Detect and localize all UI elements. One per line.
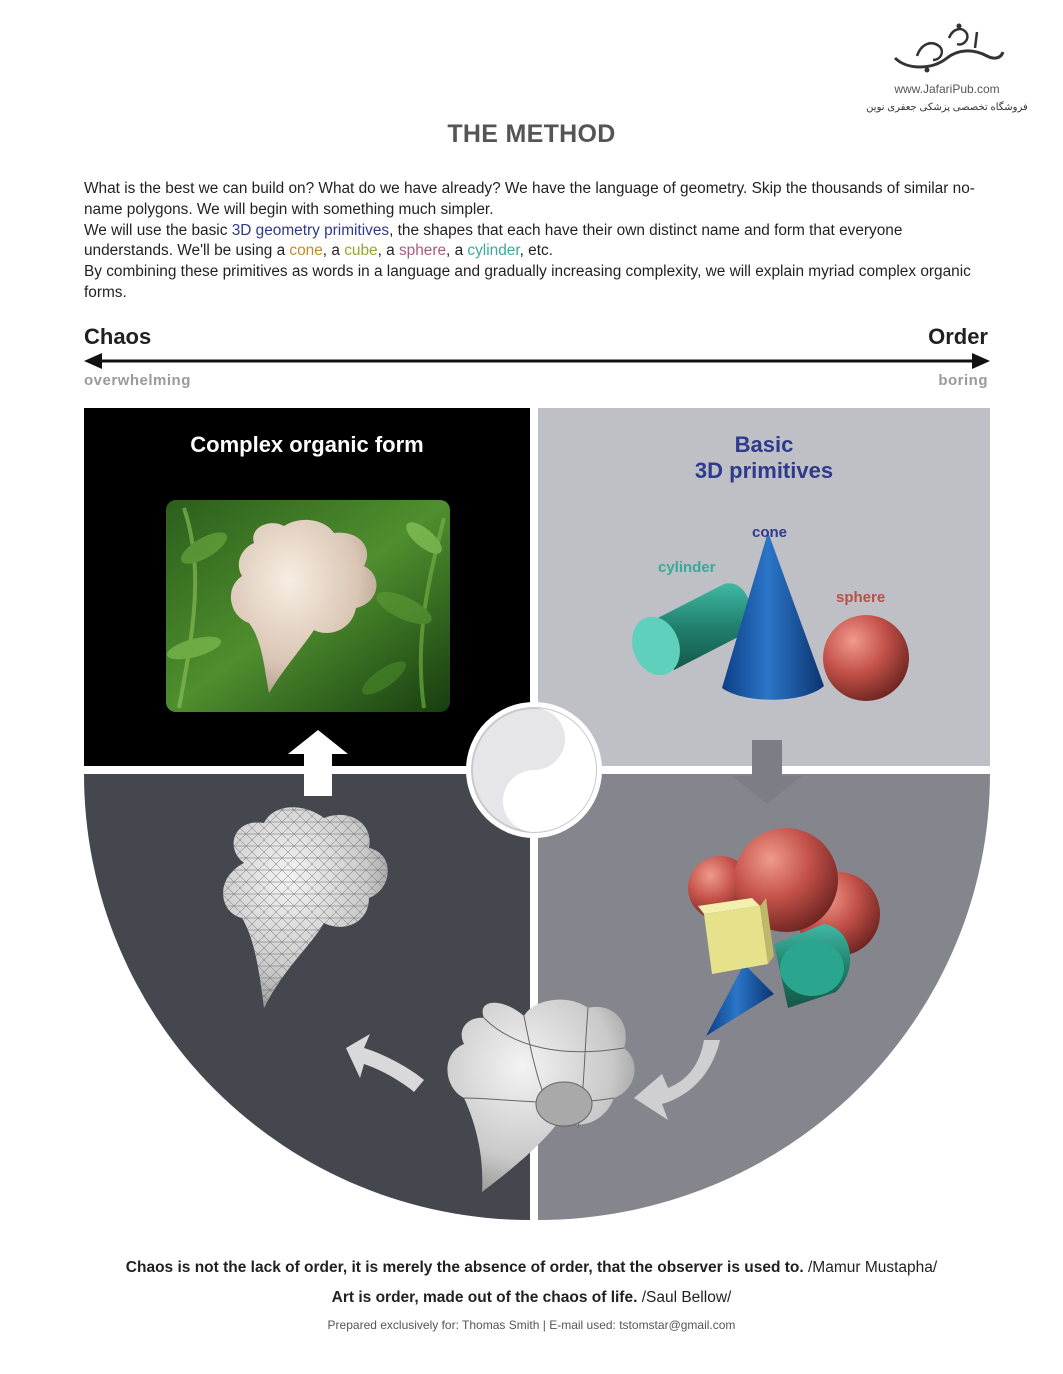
calligraphy-logo-icon <box>887 18 1007 80</box>
scale-label-chaos: Chaos <box>84 324 152 349</box>
quote-mustapha-author: /Mamur Mustapha/ <box>803 1259 938 1276</box>
quadrant-title-primitives <box>538 432 990 484</box>
quote-mustapha-text: Chaos is not the lack of order, it is merely the absence of order, that the observer is used to. <box>125 1259 804 1276</box>
word-cube: cube <box>344 242 378 260</box>
intro-text <box>84 179 984 304</box>
yin-yang-icon <box>466 702 602 838</box>
primitives-link: 3D geometry primitives <box>231 221 390 239</box>
quote-mustapha <box>0 1259 1063 1277</box>
label-sphere: sphere <box>836 589 886 606</box>
double-arrow-icon <box>84 352 990 370</box>
label-cylinder: cylinder <box>658 559 716 576</box>
quote-bellow-text: Art is order, made out of the chaos of life. <box>331 1289 638 1306</box>
logo-url: www.JafariPub.com <box>894 82 1000 96</box>
label-cone: cone <box>752 524 788 541</box>
organic-form-photo <box>165 500 450 712</box>
page-title: THE METHOD <box>447 120 616 148</box>
intro-line-2: We will use the basic 3D geometry primitives, the shapes that each have their own distinct name and form that everyone understands. We'll be using a cone, a cube, a sphere, a cylinder, etc. <box>84 221 903 260</box>
quadrant-title-complex-form: Complex organic form <box>190 432 424 457</box>
quadrant-title-primitives-line2: 3D primitives <box>694 458 834 483</box>
method-diagram <box>84 408 990 1220</box>
publisher-logo <box>862 18 1032 128</box>
intro-line-3: By combining these primitives as words in a language and gradually increasing complexity, we will explain myriad complex organic forms. <box>84 263 971 301</box>
word-cone: cone <box>289 242 323 260</box>
quadrant-title-primitives-line1: Basic <box>734 432 794 457</box>
quote-bellow <box>0 1289 1063 1307</box>
scale-label-order: Order <box>928 324 988 349</box>
diagram-graphic <box>84 408 990 1220</box>
scale-sub-boring: boring <box>938 372 988 389</box>
footer-prepared-for: Prepared exclusively for: Thomas Smith | E-mail used: tstomstar@gmail.com <box>327 1318 736 1332</box>
scale-sub-overwhelming: overwhelming <box>84 372 191 389</box>
word-cylinder: cylinder <box>467 242 520 260</box>
intro-line-1: What is the best we can build on? What do we have already? We have the language of geometry. Skip the thousands of similar no-name polygons. We will begin with something much simpler. <box>84 180 975 218</box>
word-sphere: sphere <box>398 242 447 260</box>
quote-bellow-author: /Saul Bellow/ <box>637 1289 732 1306</box>
logo-persian-text: فروشگاه تخصصی پزشکی جعفری نوین <box>866 102 1028 113</box>
